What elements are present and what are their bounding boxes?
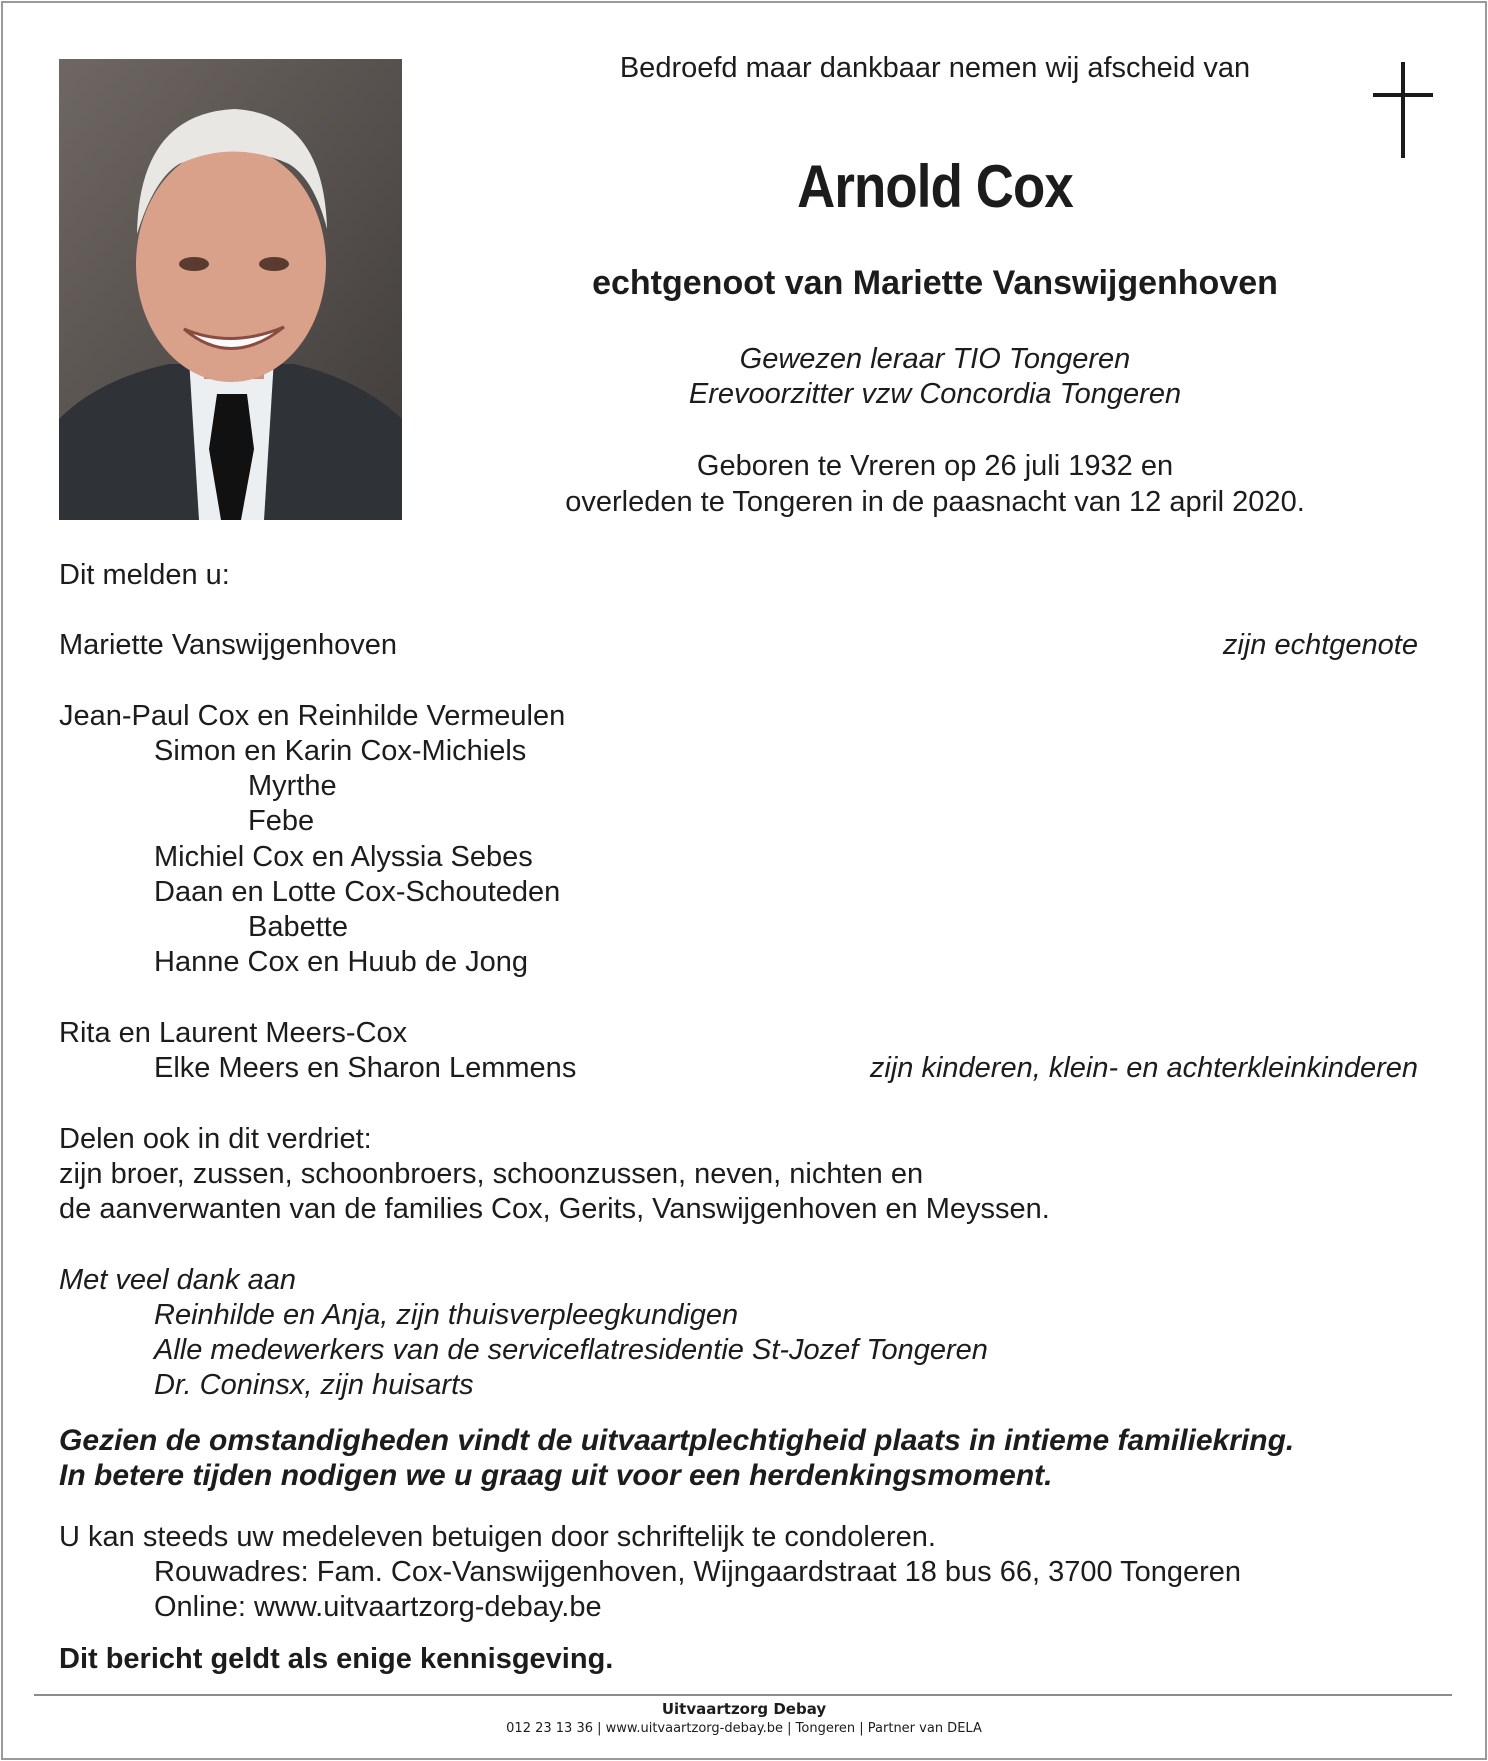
family-member: Myrthe [248,770,337,802]
intro-text: Bedroefd maar dankbaar nemen wij afscheid van [619,52,1251,84]
footer-company: Uitvaartzorg Debay [661,1700,827,1718]
sharing-line: zijn broer, zussen, schoonbroers, schoonzussen, neven, nichten en [59,1158,924,1190]
spouse-name: Mariette Vanswijgenhoven [59,629,397,661]
footer-divider [34,1694,1452,1696]
family-member: Babette [248,911,348,943]
thanks-item: Alle medewerkers van de serviceflatresidentie St-Jozef Tongeren [154,1334,988,1366]
spouse-relation: zijn echtgenote [1222,629,1418,661]
family-member: Rita en Laurent Meers-Cox [59,1017,408,1049]
thanks-item: Dr. Coninsx, zijn huisarts [154,1369,474,1401]
family-member: Elke Meers en Sharon Lemmens [154,1052,577,1084]
family-member: Michiel Cox en Alyssia Sebes [154,841,533,873]
footer-details: 012 23 13 36 | www.uitvaartzorg-debay.be | Tongeren | Partner van DELA [506,1721,982,1736]
thanks-intro: Met veel dank aan [59,1264,296,1296]
birth-line: Geboren te Vreren op 26 juli 1932 en [696,450,1174,482]
ceremony-line: Gezien de omstandigheden vindt de uitvaartplechtigheid plaats in intieme familiekring. [59,1424,1295,1457]
sharing-line: de aanverwanten van de families Cox, Gerits, Vanswijgenhoven en Meyssen. [59,1193,1050,1225]
family-member: Jean-Paul Cox en Reinhilde Vermeulen [59,700,566,732]
family-member: Daan en Lotte Cox-Schouteden [154,876,561,908]
portrait-photo [59,59,402,520]
ceremony-line: In betere tijden nodigen we u graag uit voor een herdenkingsmoment. [59,1459,1053,1492]
death-line: overleden te Tongeren in de paasnacht van 12 april 2020. [565,486,1305,518]
sharing-line: Delen ook in dit verdriet: [59,1123,372,1155]
condolence-intro: U kan steeds uw medeleven betuigen door schriftelijk te condoleren. [59,1521,936,1553]
deceased-name: Arnold Cox [797,153,1073,220]
family-member: Hanne Cox en Huub de Jong [154,946,529,978]
closing-line: Dit bericht geldt als enige kennisgeving. [59,1643,614,1675]
role-line: Erevoorzitter vzw Concordia Tongeren [688,378,1182,410]
role-line: Gewezen leraar TIO Tongeren [739,343,1131,375]
family-intro: Dit melden u: [59,559,230,591]
children-relation: zijn kinderen, klein- en achterkleinkinderen [869,1052,1418,1084]
family-member: Febe [248,805,315,837]
condolence-address: Rouwadres: Fam. Cox-Vanswijgenhoven, Wijngaardstraat 18 bus 66, 3700 Tongeren [154,1556,1242,1588]
family-member: Simon en Karin Cox-Michiels [154,735,527,767]
spouse-line: echtgenoot van Mariette Vanswijgenhoven [592,264,1278,302]
condolence-online: Online: www.uitvaartzorg-debay.be [154,1591,602,1623]
thanks-item: Reinhilde en Anja, zijn thuisverpleegkundigen [154,1299,739,1331]
